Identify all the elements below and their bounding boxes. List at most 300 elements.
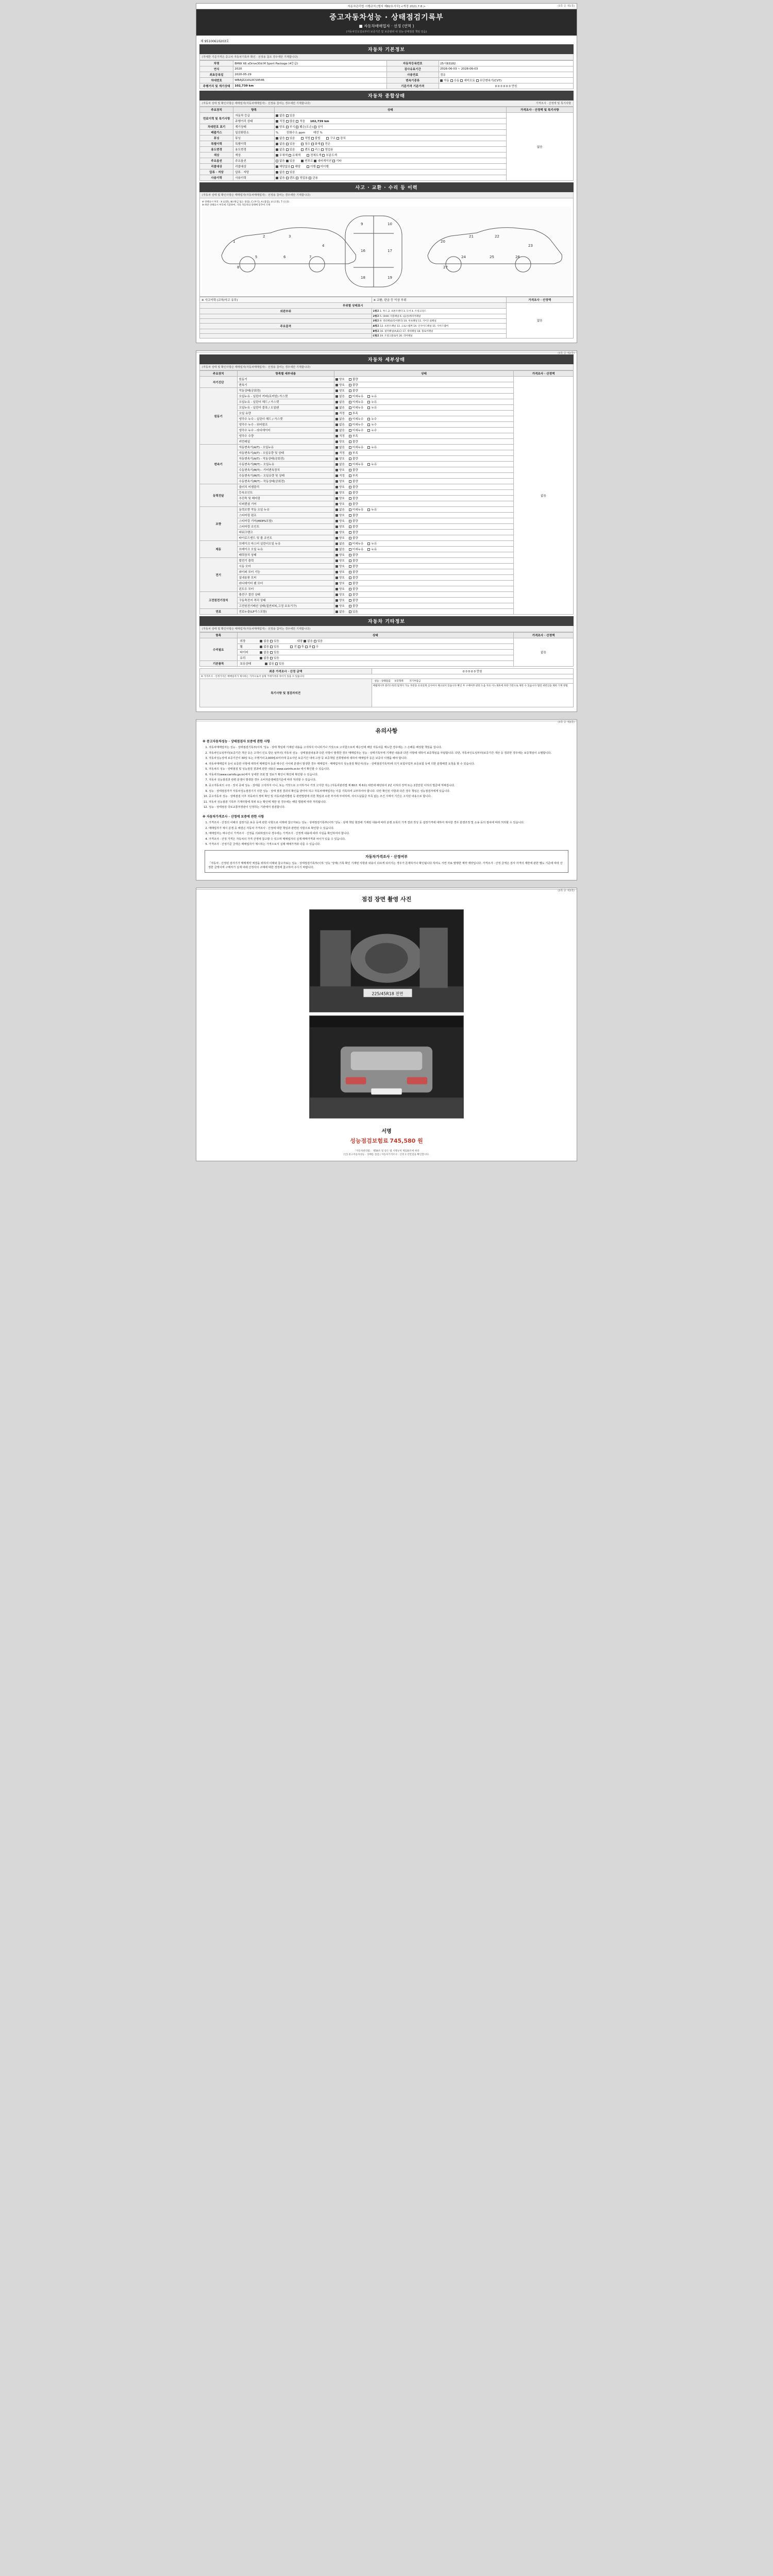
detail-opt-8-0-0: 없음: [339, 611, 345, 614]
legend-rank-4: B랭크: [373, 330, 379, 333]
detail-item-label-0-0: 원동기: [237, 377, 334, 382]
detail-opt-1-1-1: 미세누유: [352, 395, 364, 398]
checkbox-5-2-0[interactable]: [335, 554, 338, 556]
checkbox-use-none[interactable]: [276, 148, 278, 151]
guide-warranty-item-6: 7. 자동차 성능점검과 관련 분쟁이 발생한 경우 소비자분쟁해결기준에 따라 처리할 수 있습니다.: [209, 778, 572, 783]
checkbox-basic-yes[interactable]: [275, 663, 278, 665]
detail-item-state-4-0: [334, 507, 514, 513]
checkbox-2-3-0[interactable]: [335, 463, 338, 466]
basic-label-priceref: 기준가격 기준가격: [386, 83, 439, 89]
detail-opt-2-3-2: 누유: [371, 463, 377, 466]
detail-opt-4-1-0: 양호: [339, 514, 345, 517]
checkbox-1-1-1[interactable]: [349, 395, 351, 398]
detail-opt-7-2-1: 불량: [352, 605, 358, 608]
etc-ext-opt-0: 없음: [263, 640, 270, 643]
checkbox-2-3-2[interactable]: [367, 463, 370, 466]
table-header-row: [200, 107, 574, 113]
section-basic-info-title: 자동차 기본정보: [199, 44, 574, 54]
tuning-sub-1: 불법: [314, 137, 321, 140]
legend-group-3: 주요골격: [200, 324, 372, 329]
legend-val-4: [372, 329, 506, 334]
checkbox-mortgage-none[interactable]: [276, 171, 278, 174]
warranty-opt-0: 보증형태: [394, 680, 404, 683]
accident-desc-2: ※ 하단 상태표시 부호에 기준하여, 기타 자동차의 상태에 맞추어 기재: [202, 204, 271, 207]
checkbox-sunroof[interactable]: [301, 160, 304, 162]
overall-label-color: 색상: [200, 152, 233, 158]
etc-int-opt-0: 없음: [307, 640, 313, 643]
checkbox-5-1-0[interactable]: [335, 548, 338, 551]
checkbox-1-9-0[interactable]: [335, 440, 338, 443]
checkbox-2-2-1[interactable]: [349, 457, 351, 460]
checkbox-6-3-0[interactable]: [335, 577, 338, 579]
photo-1-graphic: [310, 910, 463, 1012]
etc-wheel-opt-0: 없음: [263, 646, 270, 649]
checkbox-2-0-2[interactable]: [367, 446, 370, 449]
checkbox-2-1-1[interactable]: [349, 452, 351, 454]
use-sub-0: 렌트: [305, 148, 310, 151]
checkbox-4-5-1[interactable]: [349, 537, 351, 539]
etc-header-2: 가격조사 · 산정액: [514, 633, 574, 638]
overall-label-mortgage: 압류 · 저당: [200, 170, 233, 175]
checkbox-3-2-1[interactable]: [349, 497, 351, 500]
checkbox-6-5-0[interactable]: [335, 588, 338, 590]
guide-warranty-item-5: 6. 자동차의(www.carinfo.go.kr)에서 상세한 조회 및 정보가 확인이 확인에 확인할 수 있습니다.: [209, 773, 572, 777]
page-indicator-2: (3쪽 중 제2쪽): [558, 352, 575, 355]
checkbox-7-1-0[interactable]: [335, 599, 338, 602]
checkbox-color-mono[interactable]: [276, 154, 278, 157]
checkbox-5-1-1[interactable]: [349, 548, 351, 551]
detail-item-label-1-4: 오일 유량: [237, 411, 334, 416]
detail-price-value: 없음: [514, 377, 574, 615]
detail-item-state-7-2: [334, 603, 514, 609]
detail-opt-1-5-2: 누수: [371, 418, 377, 421]
insurance-fee-value: 745,580 원: [390, 1137, 423, 1144]
checkbox-6-1-0[interactable]: [335, 565, 338, 568]
checkbox-color-chroma[interactable]: [289, 154, 291, 157]
detail-item-state-1-2: [334, 399, 514, 405]
sheet-3: [196, 719, 577, 880]
checkbox-2-1-0[interactable]: [335, 452, 338, 454]
checkbox-2-5-1[interactable]: [349, 474, 351, 477]
checkbox-2-0-0[interactable]: [335, 446, 338, 449]
option-sub-2: 기타: [336, 160, 342, 163]
color-sub-1: 부분도색: [326, 154, 338, 157]
detail-item-label-4-0: 동력조향 작동 오일 누유: [237, 507, 334, 513]
checkbox-glass-yes[interactable]: [270, 657, 273, 659]
detail-opt-5-2-1: 불량: [352, 554, 358, 557]
checkbox-8-0-0[interactable]: [335, 611, 338, 613]
checkbox-wheel-rear[interactable]: [298, 646, 300, 648]
checkbox-3-1-1[interactable]: [349, 492, 351, 494]
checkbox-tire-yes[interactable]: [270, 651, 273, 654]
detail-opt-4-3-1: 불량: [352, 526, 358, 529]
detail-item-state-2-6: [334, 479, 514, 484]
checkbox-2-2-0[interactable]: [335, 457, 338, 460]
checkbox-wheel-left[interactable]: [305, 646, 308, 648]
checkbox-1-8-0[interactable]: [335, 435, 338, 437]
detail-item-label-4-4: 파워크랭크: [237, 530, 334, 535]
checkbox-4-5-0[interactable]: [335, 537, 338, 539]
form-legal-header: [196, 4, 577, 9]
checkbox-4-0-0[interactable]: [335, 509, 338, 511]
detail-opt-2-6-0: 양호: [339, 480, 345, 483]
checkbox-structure[interactable]: [326, 137, 329, 140]
checkbox-6-4-0[interactable]: [335, 582, 338, 585]
recall-opt-1: 해당: [295, 165, 301, 168]
checkbox-wheel-right[interactable]: [312, 646, 315, 648]
svg-text:23: 23: [528, 244, 533, 248]
etc-group-basic: 기본품목: [200, 661, 238, 667]
checkbox-1-2-2[interactable]: [367, 401, 370, 403]
detail-header-2: 상태: [334, 371, 514, 377]
checkbox-2-4-1[interactable]: [349, 469, 351, 471]
checkbox-4-0-1[interactable]: [349, 509, 351, 511]
etc-row-4: [237, 661, 514, 667]
checkbox-1-4-0[interactable]: [335, 412, 338, 415]
basic-label-year: 연식: [200, 66, 233, 72]
checkbox-corrode[interactable]: [286, 126, 289, 128]
overall-label-recall: 리콜대상: [200, 164, 233, 170]
etc-int-opt-1: 있음: [317, 640, 323, 643]
legend-text-1: 5. (040) 지붕패널 6. (옵션)캐리어패널: [380, 315, 421, 318]
overall-item-6: 용도변경: [233, 147, 275, 152]
checkbox-1-6-2[interactable]: [367, 423, 370, 426]
checkbox-4-4-1[interactable]: [349, 531, 351, 534]
checkbox-business[interactable]: [321, 148, 324, 151]
checkbox-tuning-none[interactable]: [276, 137, 278, 140]
checkbox-7-0-0[interactable]: [335, 594, 338, 596]
checkbox-4-3-1[interactable]: [349, 526, 351, 528]
checkbox-0-1-0[interactable]: [335, 384, 338, 386]
legend-rank-3: A랭크: [373, 325, 379, 328]
mortgage-opt-1: 있음: [289, 171, 295, 174]
detail-item-state-1-5: [334, 416, 514, 422]
checkbox-6-1-1[interactable]: [349, 565, 351, 568]
detail-item-label-5-1: 브레이크 오일 누유: [237, 547, 334, 552]
page-subtitle-note: (자동차인도일로부터 보증기간 및 보증범위 내 성능·상태점검 책임 있음): [346, 30, 427, 33]
checkbox-ext-none[interactable]: [260, 640, 262, 642]
detail-opt-2-3-0: 없음: [339, 463, 345, 466]
checkbox-4-1-0[interactable]: [335, 514, 338, 517]
checkbox-usage-biz[interactable]: [296, 177, 298, 179]
detail-opt-6-0-1: 불량: [352, 560, 358, 563]
etc-sub-tire: 타이어: [239, 650, 259, 654]
checkbox-2-4-0[interactable]: [335, 469, 338, 471]
checkbox-7-0-1[interactable]: [349, 594, 351, 596]
etc-basic-opt-1: 있음: [278, 663, 284, 666]
checkbox-1-9-1[interactable]: [349, 440, 351, 443]
checkbox-1-7-1[interactable]: [349, 429, 351, 432]
checkbox-illegal[interactable]: [311, 137, 314, 140]
checkbox-full-paint[interactable]: [307, 154, 309, 157]
checkbox-6-2-0[interactable]: [335, 571, 338, 573]
checkbox-4-2-1[interactable]: [349, 520, 351, 522]
checkbox-1-3-1[interactable]: [349, 406, 351, 409]
detail-item-label-2-0: 자동변속기(A/T) - 오일누유: [237, 445, 334, 450]
checkbox-device[interactable]: [337, 137, 339, 140]
checkbox-4-1-1[interactable]: [349, 514, 351, 517]
detail-item-label-3-2: 추진축 및 베어링: [237, 496, 334, 501]
checkbox-usage-none[interactable]: [276, 177, 278, 179]
checkbox-1-5-0[interactable]: [335, 418, 338, 420]
checkbox-7-1-1[interactable]: [349, 599, 351, 602]
checkbox-0-0-1[interactable]: [349, 378, 351, 381]
etc-row-2: [237, 650, 514, 655]
checkbox-3-1-0[interactable]: [335, 492, 338, 494]
transmission-option-1: 수동: [453, 79, 460, 82]
detail-opt-4-4-0: 양호: [339, 531, 345, 534]
overall-state-1: [275, 118, 507, 124]
overall-item-7: 색상: [233, 152, 275, 158]
overall-state-7: [275, 152, 507, 158]
checkbox-4-3-0[interactable]: [335, 526, 338, 528]
detail-item-label-3-3: 디퍼렌셜 기어: [237, 501, 334, 507]
table-row: [200, 377, 574, 382]
overall-state-9: [275, 164, 507, 170]
checkbox-1-6-0[interactable]: [335, 423, 338, 426]
checkbox-recall-na[interactable]: [276, 165, 278, 168]
checkbox-1-2-1[interactable]: [349, 401, 351, 403]
checkbox-part-paint[interactable]: [322, 154, 325, 157]
photo-2-graphic: [310, 1016, 463, 1118]
guide-warranty-item-7: 8. 중고자동차의 구조 · 장치 중에 성능 · 상태를 고지하지 아니, 또는 거짓으로 고지하거나 거짓 고지한 자는 (자동차관리법 제 80조 제 6호) 위반에 해당되어 2년 이하의 징역 또는 2천만원 이하의 벌금에 처해집니다.: [209, 784, 572, 788]
checkbox-5-1-2[interactable]: [367, 548, 370, 551]
checkbox-lease[interactable]: [311, 148, 314, 151]
basic-value-platenumber: 25시83182: [439, 61, 574, 66]
guide-warranty-item-10: 11. 자동차 성능점검 기록부 기재사항에 허위 또는 확인에 제한 된 경우에는 해당 법령에 따라 처리됩니다.: [209, 800, 572, 805]
checkbox-7-2-0[interactable]: [335, 605, 338, 607]
detail-group-1: 원동기: [200, 388, 238, 445]
checkbox-1-4-1[interactable]: [349, 412, 351, 415]
document-number-value: 95100610203호: [204, 40, 229, 43]
checkbox-1-3-2[interactable]: [367, 406, 370, 409]
recall-opt-3: 미이행: [320, 165, 329, 168]
checkbox-total-loss[interactable]: [321, 143, 324, 145]
checkbox-usage-gov[interactable]: [309, 177, 311, 179]
checkbox-1-7-2[interactable]: [367, 429, 370, 432]
accident-legend-title: 부위별 상태표시: [200, 303, 507, 309]
checkbox-1-0-1[interactable]: [349, 389, 351, 392]
special-sub-1: 화재: [314, 143, 321, 146]
inspection-photo-2[interactable]: [309, 1015, 464, 1118]
basic-value-fuel: 경유: [439, 72, 574, 78]
checkbox-int-yes[interactable]: [314, 640, 316, 642]
detail-opt-0-1-1: 불량: [352, 384, 358, 387]
svg-text:18: 18: [361, 276, 365, 280]
detail-item-state-4-1: [334, 513, 514, 518]
checkbox-option-none[interactable]: [276, 160, 278, 162]
detail-item-state-8-0: [334, 609, 514, 615]
remarks-body: 매월제시부 플러스워리 탑재지 가능 부분을 유의깊게 심사여사 체크되어 있습니다 확인 후 구매여부 판단 도움 자료 이노제휴에 차량 기반으로 제반 수 있습니다 법령 위반인을 제한 기재 방법: [372, 684, 574, 707]
guide-warranty-item-9: 10. 중고자동차 성능 · 상태점검 이후 자동차의 정비 확인 및 자동차관리법령 등 관련법령에 의한 책임과 소관 부서에 부여하며, 사이드남품글 부족 없는 조건 시에서 기간은 고지된 내용으로 합니다.: [209, 794, 572, 799]
checkbox-wheel-none[interactable]: [260, 646, 262, 648]
checkbox-wheel-front[interactable]: [290, 646, 293, 648]
checkbox-4-2-0[interactable]: [335, 520, 338, 522]
checkbox-legal[interactable]: [301, 137, 304, 140]
price-summary-title: 최종 가격조사 · 산정 금액: [200, 669, 372, 674]
overall-item-4: 튜닝: [233, 135, 275, 141]
detail-item-state-6-5: [334, 586, 514, 592]
detail-item-label-4-5: 타이로드엔드 및 볼 조인트: [237, 535, 334, 541]
checkbox-proper[interactable]: [276, 120, 278, 123]
checkbox-navigation[interactable]: [314, 160, 316, 162]
checkbox-none[interactable]: [276, 114, 278, 117]
accident-repair-label: ※ 교환, 판금 등 이상 부위: [372, 297, 506, 303]
checkbox-use-yes[interactable]: [286, 148, 289, 151]
checkbox-ext-yes[interactable]: [270, 640, 273, 642]
checkbox-cvt[interactable]: [476, 79, 479, 82]
etc-glass-opt-1: 있음: [273, 657, 279, 660]
detail-item-label-0-1: 변속기: [237, 382, 334, 388]
checkbox-1-5-1[interactable]: [349, 418, 351, 420]
emission-co: %: [276, 131, 279, 134]
checkbox-1-5-2[interactable]: [367, 418, 370, 420]
checkbox-8-0-1[interactable]: [349, 611, 351, 613]
special-sub-2: 전손: [325, 143, 331, 146]
overall-item-1: 주행거리 상태: [233, 118, 275, 124]
checkbox-good[interactable]: [276, 126, 278, 128]
checkbox-0-1-1[interactable]: [349, 384, 351, 386]
basic-value-transmission: [439, 78, 574, 83]
checkbox-0-0-0[interactable]: [335, 378, 338, 381]
detail-item-state-4-2: [334, 518, 514, 524]
checkbox-6-2-1[interactable]: [349, 571, 351, 573]
svg-text:1: 1: [233, 240, 236, 244]
checkbox-1-0-0[interactable]: [335, 389, 338, 392]
svg-text:7: 7: [309, 255, 312, 259]
etc-price-value: 없음: [514, 638, 574, 667]
wheel-pos-0: 전: [294, 646, 297, 649]
checkbox-3-2-0[interactable]: [335, 497, 338, 500]
checkbox-6-5-1[interactable]: [349, 588, 351, 590]
checkbox-2-5-0[interactable]: [335, 474, 338, 477]
checkbox-1-2-0[interactable]: [335, 401, 338, 403]
checkbox-1-8-1[interactable]: [349, 435, 351, 437]
checkbox-glass-none[interactable]: [260, 657, 262, 659]
checkbox-3-0-1[interactable]: [349, 486, 351, 488]
checkbox-few[interactable]: [296, 120, 298, 123]
checkbox-tire-none[interactable]: [260, 651, 262, 654]
sheet-2: [196, 350, 577, 712]
checkbox-flood[interactable]: [301, 143, 304, 145]
page-title: 중고자동차성능 · 상태점검기록부: [329, 13, 444, 22]
checkbox-diff[interactable]: [314, 126, 316, 128]
checkbox-6-3-1[interactable]: [349, 577, 351, 579]
detail-opt-4-0-1: 미세누유: [352, 509, 364, 512]
checkbox-3-3-1[interactable]: [349, 503, 351, 505]
detail-item-label-8-0: 연료누출(LP가스포함): [237, 609, 334, 615]
checkbox-recall-notdone[interactable]: [317, 165, 320, 168]
checkbox-special-none[interactable]: [276, 143, 278, 145]
checkbox-1-1-0[interactable]: [335, 395, 338, 398]
checkbox-3-3-0[interactable]: [335, 503, 338, 505]
svg-text:25: 25: [490, 255, 494, 259]
detail-opt-5-1-2: 누유: [371, 548, 377, 551]
car-damage-diagram[interactable]: [202, 207, 571, 294]
detail-opt-1-4-0: 적정: [339, 412, 345, 415]
checkbox-usage-rent[interactable]: [286, 177, 289, 179]
signature-area: [199, 1122, 574, 1148]
checkbox-damage[interactable]: [296, 126, 298, 128]
checkbox-int-none[interactable]: [304, 640, 306, 642]
overall-label-usage: 사용이력: [200, 175, 233, 181]
checkbox-fire[interactable]: [311, 143, 314, 145]
checkbox-2-3-1[interactable]: [349, 463, 351, 466]
checkbox-4-4-0[interactable]: [335, 531, 338, 534]
inspection-photo-1[interactable]: [309, 909, 464, 1012]
checkbox-5-2-1[interactable]: [349, 554, 351, 556]
remarks-row-1: [372, 679, 574, 684]
detail-opt-3-2-0: 양호: [339, 497, 345, 500]
checkbox-tuning-yes[interactable]: [286, 137, 289, 140]
checkbox-special-yes[interactable]: [286, 143, 289, 145]
checkbox-recall-done[interactable]: [307, 165, 309, 168]
detail-opt-3-1-0: 양호: [339, 492, 345, 495]
checkbox-recall-yes[interactable]: [291, 165, 294, 168]
checkbox-mortgage-yes[interactable]: [286, 171, 289, 174]
checkbox-6-0-1[interactable]: [349, 560, 351, 562]
checkbox-rent[interactable]: [301, 148, 304, 151]
checkbox-auto[interactable]: [440, 79, 443, 82]
guide-warranty-item-2: 3. 자동차성능상태 보증기간이 30일 또는 주행거리 2,000킬로미터에 중요사인 보증기간 내에 고장 등 보증책임 선취행위에 대하여 매매업자 등은 보증의 이행을 해야 합니다.: [209, 756, 572, 761]
section-basic-info-note: [199, 54, 574, 60]
detail-opt-5-0-1: 미세누유: [352, 543, 364, 546]
checkbox-2-6-0[interactable]: [335, 480, 338, 483]
guide-title: 유의사항: [375, 727, 398, 734]
checkbox-option-yes[interactable]: [286, 160, 289, 162]
etc-note-text: (자동차 상태 및 확인사항은 매매업자(자동차매매업자) · 선정용 참여는 경우에만 기재합니다): [202, 628, 310, 631]
checkbox-yes[interactable]: [286, 114, 289, 117]
checkbox-4-0-2[interactable]: [367, 509, 370, 511]
checkbox-1-6-1[interactable]: [349, 423, 351, 426]
remarks-sub-0: 성능 · 상태점검: [373, 680, 391, 683]
checkbox-1-7-0[interactable]: [335, 429, 338, 432]
checkbox-6-0-0[interactable]: [335, 560, 338, 562]
wheel-pos-group: [290, 646, 318, 649]
checkbox-2-6-1[interactable]: [349, 480, 351, 483]
checkbox-2-0-1[interactable]: [349, 446, 351, 449]
etc-sub-wheel: 휠: [239, 645, 259, 649]
checkbox-5-0-0[interactable]: [335, 543, 338, 545]
checkbox-many[interactable]: [286, 120, 289, 123]
overall-opt-0-0: 없음: [279, 114, 285, 117]
checkbox-1-3-0[interactable]: [335, 406, 338, 409]
checkbox-5-0-1[interactable]: [349, 543, 351, 545]
detail-opt-5-1-0: 없음: [339, 548, 345, 551]
table-row: [200, 83, 574, 89]
warranty-opt-1: 자기부담금: [409, 680, 421, 683]
detail-item-label-1-7: 냉각수 누수 - 라디에이터: [237, 428, 334, 433]
legend-rank-5: C랭크: [373, 335, 379, 337]
checkbox-other-option[interactable]: [332, 160, 335, 162]
checkbox-manual[interactable]: [450, 79, 453, 82]
checkbox-6-4-1[interactable]: [349, 582, 351, 585]
detail-group-2: 변속기: [200, 445, 238, 484]
checkbox-semi[interactable]: [460, 79, 463, 82]
detail-opt-7-1-1: 불량: [352, 599, 358, 602]
detail-opt-0-0-1: 불량: [352, 378, 358, 381]
checkbox-basic-none[interactable]: [265, 663, 267, 665]
checkbox-5-0-2[interactable]: [367, 543, 370, 545]
checkbox-1-1-2[interactable]: [367, 395, 370, 398]
checkbox-3-0-0[interactable]: [335, 486, 338, 488]
detail-header-3: 가격조사 · 산정액: [514, 371, 574, 377]
checkbox-7-2-1[interactable]: [349, 605, 351, 607]
checkbox-wheel-yes[interactable]: [270, 646, 273, 648]
emission-smoke: %: [320, 131, 323, 134]
emission-hc-label: 탄화수소: [287, 131, 298, 134]
accident-price-header: 가격조사 · 산정액: [506, 297, 574, 303]
